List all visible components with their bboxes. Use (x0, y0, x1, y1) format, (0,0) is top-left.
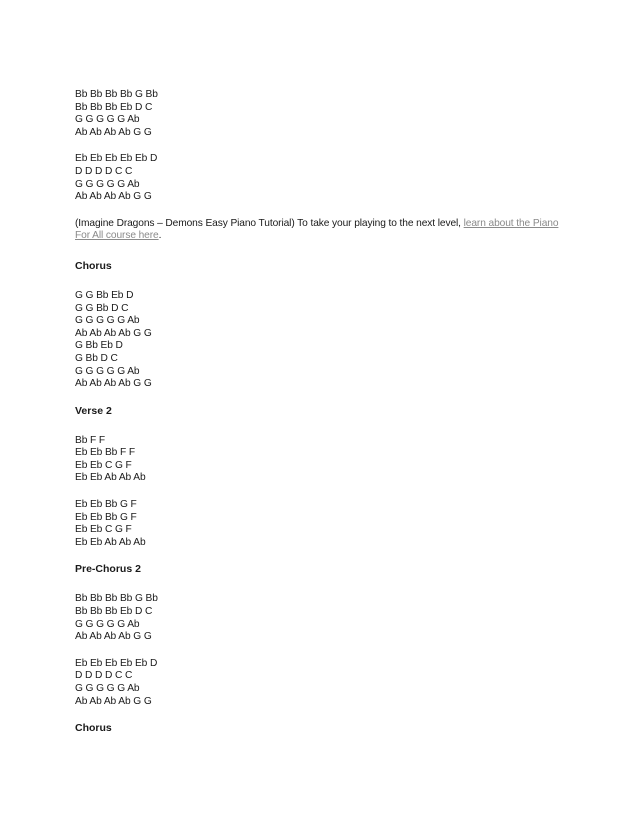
note-line: G G G G G Ab (75, 365, 140, 377)
note-line: Eb Eb Bb F F (75, 447, 135, 459)
note-line: Ab Ab Ab Ab G G (75, 631, 152, 643)
note-line: Ab Ab Ab Ab G G (75, 695, 152, 707)
note-line: G Bb Eb D (75, 340, 123, 352)
note-line: Ab Ab Ab Ab G G (75, 327, 152, 339)
note-line: Bb Bb Bb Bb G Bb (75, 89, 158, 100)
course-link[interactable]: learn about the Piano For All course here (75, 217, 559, 242)
promo-end: . (158, 230, 162, 242)
note-line: G G G G G Ab (75, 683, 140, 694)
document-body (75, 89, 575, 752)
note-line: Bb F F (75, 434, 105, 446)
note-line: D D D D C C (75, 670, 133, 682)
note-line: Eb Eb Ab Ab Ab (75, 472, 146, 484)
note-line: Ab Ab Ab Ab G G (75, 191, 152, 203)
verse-2-block-2 (75, 499, 575, 549)
pre-chorus-2-heading: Pre-Chorus 2 (75, 563, 141, 576)
note-line: Bb Bb Bb Eb D C (75, 606, 153, 618)
note-line: Eb Eb Bb G F (75, 499, 137, 511)
chorus-1-block (75, 290, 575, 391)
note-line: G G G G G Ab (75, 315, 140, 327)
note-line: Eb Eb C G F (75, 459, 132, 471)
note-line: G G G G G Ab (75, 618, 140, 630)
note-line: Eb Eb Eb Eb Eb D (75, 153, 158, 165)
chorus-2-heading: Chorus (75, 722, 112, 735)
note-line: Eb Eb Eb Eb Eb D (75, 657, 158, 669)
note-line: Bb Bb Bb Eb D C (75, 101, 153, 113)
note-line: Ab Ab Ab Ab G G (75, 378, 152, 390)
note-line: Eb Eb C G F (75, 524, 132, 536)
note-line: D D D D C C (75, 165, 133, 177)
note-line: G G G G G Ab (75, 114, 140, 126)
note-line: Bb Bb Bb Bb G Bb (75, 593, 158, 605)
chorus-1-heading: Chorus (75, 259, 112, 272)
pre-chorus-2-block-1 (75, 593, 575, 643)
note-line: Eb Eb Bb G F (75, 511, 137, 523)
note-line: Eb Eb Ab Ab Ab (75, 536, 146, 548)
verse-2-heading: Verse 2 (75, 404, 112, 417)
promo-paragraph (75, 218, 575, 243)
promo-text: (Imagine Dragons – Demons Easy Piano Tutorial) To take your playing to the next level, (75, 217, 464, 229)
pre-chorus-2-block-2 (75, 658, 575, 708)
pre-chorus-1-block-1 (75, 89, 575, 139)
verse-2-block-1 (75, 435, 575, 485)
note-line: G G Bb Eb D (75, 289, 134, 301)
note-line: G G Bb D C (75, 302, 129, 314)
note-line: G Bb D C (75, 352, 118, 364)
note-line: Ab Ab Ab Ab G G (75, 126, 152, 138)
note-line: G G G G G Ab (75, 178, 140, 190)
pre-chorus-1-block-2 (75, 153, 575, 203)
